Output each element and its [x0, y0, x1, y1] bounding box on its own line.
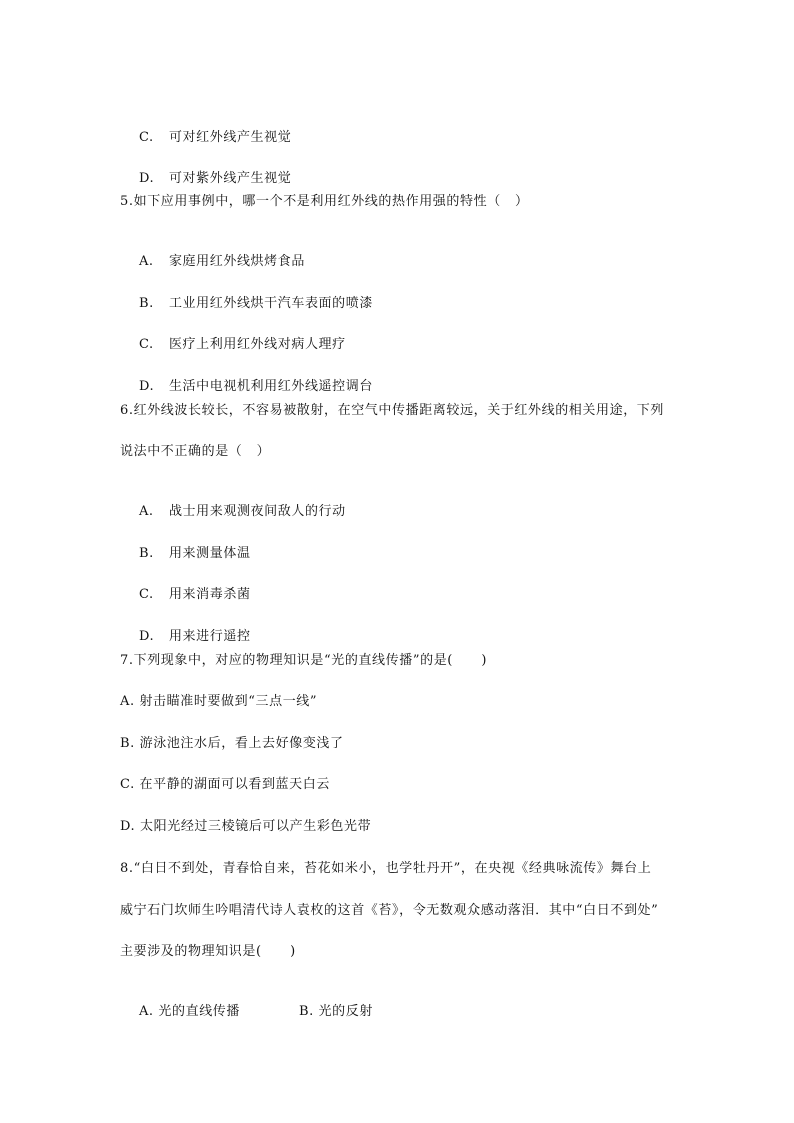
question-8-stem-line2: 威宁石门坎师生吟唱清代诗人袁枚的这首《苔》，令无数观众感动落泪．其中“白日不到处”: [120, 903, 659, 918]
question-8-stem-line3: 主要涉及的物理知识是( ): [120, 944, 296, 959]
question-6-stem-line2: 说法中不正确的是（ ）: [120, 444, 271, 459]
question-6-stem-line1: 6.红外线波长较长，不容易被散射，在空气中传播距离较远，关于红外线的相关用途，下列: [120, 403, 665, 418]
option-text: 可对红外线产生视觉: [168, 130, 292, 145]
option-text: 家庭用红外线烘烤食品: [168, 254, 305, 269]
option-letter: B.: [138, 546, 154, 561]
option-text: 工业用红外线烘干汽车表面的喷漆: [168, 296, 373, 311]
option-letter: D.: [138, 171, 155, 186]
question-7-stem: 7.下列现象中，对应的物理知识是“光的直线传播”的是( ): [120, 653, 488, 668]
option-letter: B.: [138, 296, 154, 311]
option-letter: C.: [138, 130, 154, 145]
option-text: 用来消毒杀菌: [168, 587, 251, 602]
q7-option-a: A. 射击瞄准时要做到“三点一线”: [120, 694, 318, 709]
question-5-stem: 5.如下应用事例中，哪一个不是利用红外线的热作用强的特性（ ）: [120, 194, 529, 209]
option-text: 用来进行遥控: [168, 629, 251, 644]
option-letter: D.: [138, 629, 155, 644]
option-letter: A.: [138, 504, 154, 519]
option-text: 可对紫外线产生视觉: [168, 171, 292, 186]
q8-options-row: [120, 985, 373, 1039]
q8-option-a: A. 光的直线传播: [138, 1004, 240, 1019]
q8-option-b: B. 光的反射: [298, 1004, 373, 1019]
q7-option-d: D. 太阳光经过三棱镜后可以产生彩色光带: [120, 819, 372, 834]
question-8-stem-line1: 8.“白日不到处，青春恰自来，苔花如米小，也学牡丹开”，在央视《经典咏流传》舞台上: [120, 861, 652, 876]
option-text: 战士用来观测夜间敌人的行动: [168, 504, 346, 519]
option-text: 医疗上利用红外线对病人理疗: [168, 337, 346, 352]
q7-option-b: B. 游泳池注水后，看上去好像变浅了: [120, 736, 344, 751]
option-letter: A.: [138, 254, 154, 269]
option-letter: C.: [138, 337, 154, 352]
option-letter: C.: [138, 587, 154, 602]
q7-option-c: C. 在平静的湖面可以看到蓝天白云: [120, 777, 330, 792]
option-text: 生活中电视机利用红外线遥控调台: [168, 379, 373, 394]
option-text: 用来测量体温: [168, 546, 251, 561]
option-letter: D.: [138, 379, 155, 394]
